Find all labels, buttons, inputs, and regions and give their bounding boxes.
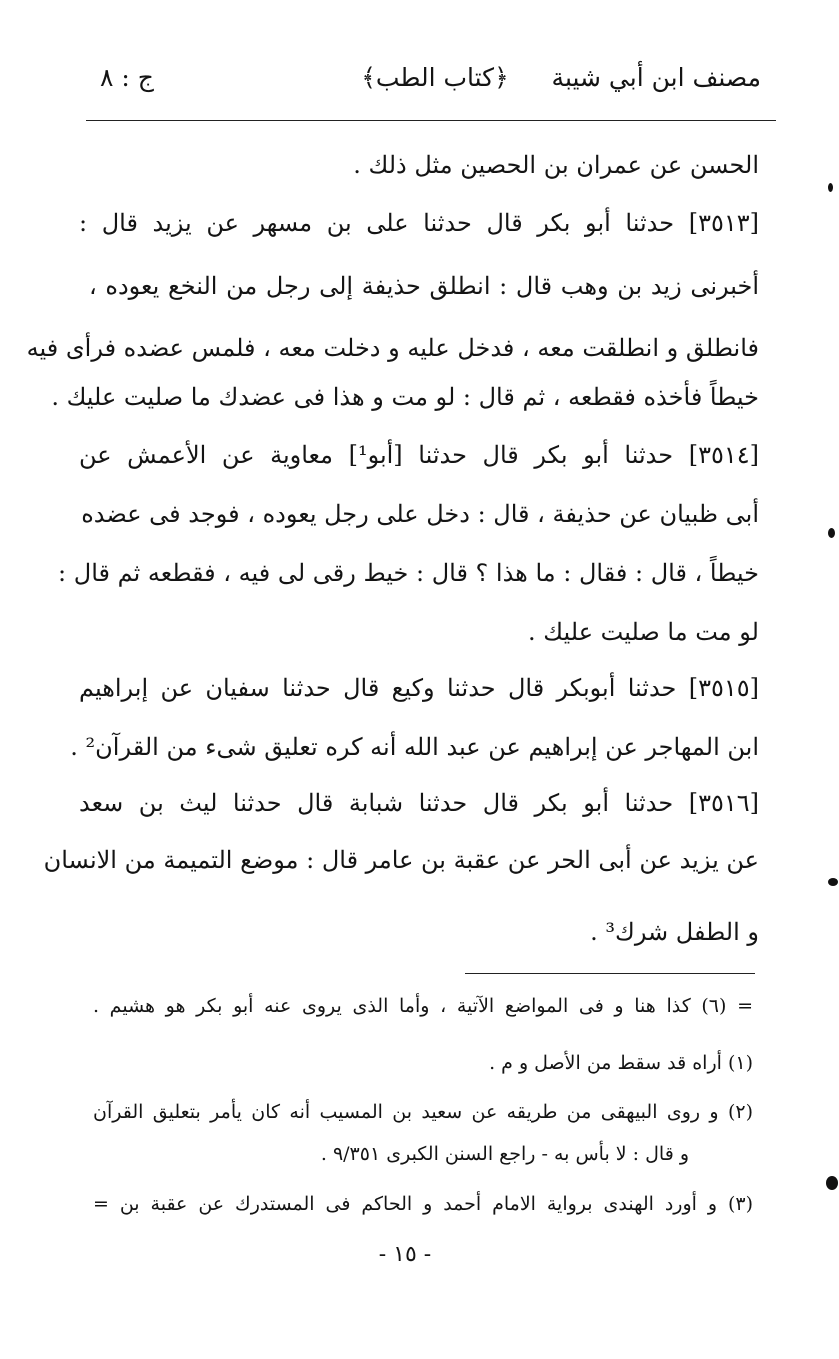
body-line: فانطلق و انطلقت معه ، فدخل عليه و دخلت معه ، فلمس عضده فرأى فيه (26, 334, 759, 362)
footnote-line: (١) أراه قد سقط من الأصل و م . (489, 1052, 753, 1074)
footnote-rule (465, 973, 755, 974)
page-number: - ١٥ - (378, 1242, 432, 1267)
running-head-volume: ج : ٨ (100, 63, 154, 92)
running-head-book-title: مصنف ابن أبي شيبة (551, 63, 761, 92)
body-line: عن يزيد عن أبى الحر عن عقبة بن عامر قال : موضع التميمة من الانسان (43, 846, 759, 874)
footnote-line: (٢) و روى البيهقى من طريقه عن سعيد بن المسيب أنه كان يأمر بتعليق القرآن (93, 1101, 753, 1123)
body-line: خيطاً ، قال : فقال : ما هذا ؟ قال : خيط رقى لى فيه ، فقطعه ثم قال : (58, 559, 759, 587)
footnote-line: = (٦) كذا هنا و فى المواضع الآتية ، وأما الذى يروى عنه أبو بكر هو هشيم . (93, 995, 753, 1017)
body-line: لو مت ما صليت عليك . (528, 618, 759, 646)
body-line: أبى ظبيان عن حذيفة ، قال : دخل على رجل يعوده ، فوجد فى عضده (81, 500, 759, 528)
scan-speck (828, 528, 835, 538)
body-line: [٣٥١٣] حدثنا أبو بكر قال حدثنا على بن مسهر عن يزيد قال : (79, 209, 759, 237)
body-line: ابن المهاجر عن إبراهيم عن عبد الله أنه كره تعليق شىء من القرآن² . (70, 733, 759, 761)
body-line: أخبرنى زيد بن وهب قال : انطلق حذيفة إلى رجل من النخع يعوده ، (89, 272, 759, 300)
body-line: الحسن عن عمران بن الحصين مثل ذلك . (353, 151, 759, 179)
running-head-chapter-title: ﴿كتاب الطب﴾ (361, 63, 509, 92)
footnote-line: و قال : لا بأس به - راجع السنن الكبرى ٩/٣٥١ . (320, 1143, 689, 1165)
scan-speck (828, 183, 833, 192)
scan-speck (826, 1176, 838, 1190)
body-line: [٣٥١٥] حدثنا أبوبكر قال حدثنا وكيع قال حدثنا سفيان عن إبراهيم (79, 674, 759, 702)
body-line: و الطفل شرك³ . (590, 918, 759, 946)
body-line: [٣٥١٦] حدثنا أبو بكر قال حدثنا شبابة قال حدثنا ليث بن سعد (79, 789, 760, 817)
body-line: [٣٥١٤] حدثنا أبو بكر قال حدثنا [أبو¹] معاوية عن الأعمش عن (79, 441, 759, 469)
header-rule (86, 120, 776, 121)
scan-speck (828, 878, 838, 886)
footnote-line: (٣) و أورد الهندى برواية الامام أحمد و الحاكم فى المستدرك عن عقبة بن = (93, 1193, 753, 1215)
body-line: خيطاً فأخذه فقطعه ، ثم قال : لو مت و هذا فى عضدك ما صليت عليك . (51, 383, 759, 411)
